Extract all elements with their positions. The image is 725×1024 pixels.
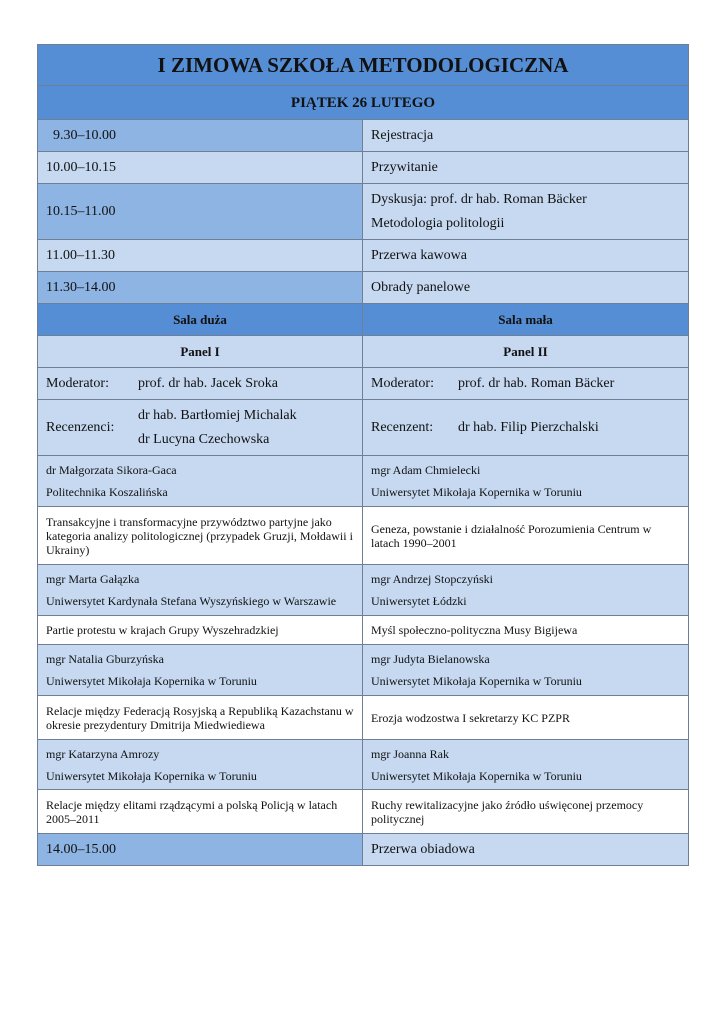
speaker-name: mgr Andrzej Stopczyński	[371, 572, 493, 586]
day-heading: PIĄTEK 26 LUTEGO	[38, 86, 689, 120]
room-right: Sala mała	[363, 304, 689, 336]
speaker-name: mgr Joanna Rak	[371, 746, 449, 761]
schedule-time: 11.30–14.00	[38, 272, 363, 304]
reviewer-name: dr hab. Filip Pierzchalski	[458, 419, 599, 435]
speaker-right	[363, 645, 689, 696]
panel-right: Panel II	[363, 336, 689, 368]
reviewers-label: Recenzenci:	[46, 419, 115, 435]
schedule-event: Przerwa kawowa	[363, 240, 689, 272]
speaker-affiliation: Uniwersytet Mikołaja Kopernika w Toruniu	[371, 674, 582, 688]
moderator-name: prof. dr hab. Roman Bäcker	[458, 375, 615, 391]
speaker-affiliation: Uniwersytet Kardynała Stefana Wyszyńskiego w Warszawie	[46, 594, 337, 608]
speaker-left	[38, 740, 363, 790]
talk-topic-left: Relacje między elitami rządzącymi a polską Policją w latach 2005–2011	[38, 790, 363, 834]
discussion-topic: Metodologia politologii	[371, 215, 505, 231]
speaker-name: mgr Katarzyna Amrozy	[46, 746, 160, 761]
speaker-left	[38, 645, 363, 696]
speaker-left	[38, 456, 363, 507]
talk-topic-left: Relacje między Federacją Rosyjską a Republiką Kazachstanu w okresie prezydentury Dmitrija Miedwiediewa	[38, 696, 363, 740]
schedule-row	[38, 240, 689, 272]
speaker-right	[363, 740, 689, 790]
speaker-name: mgr Natalia Gburzyńska	[46, 652, 164, 666]
speaker-name: mgr Judyta Bielanowska	[371, 652, 490, 666]
discussion-line: Dyskusja: prof. dr hab. Roman Bäcker	[371, 191, 587, 207]
speaker-name: dr Małgorzata Sikora-Gaca	[46, 463, 177, 477]
schedule-row	[38, 834, 689, 866]
schedule-event: Rejestracja	[363, 120, 689, 152]
schedule-time: 11.00–11.30	[38, 240, 363, 272]
reviewer-name: dr Lucyna Czechowska	[138, 431, 270, 447]
schedule-time: 10.00–10.15	[38, 152, 363, 184]
moderator-left	[38, 368, 363, 400]
schedule-time: 9.30–10.00	[38, 120, 363, 152]
speaker-affiliation: Uniwersytet Mikołaja Kopernika w Toruniu	[46, 768, 257, 783]
reviewer-label: Recenzent:	[371, 419, 434, 435]
schedule-event	[363, 184, 689, 240]
schedule-row	[38, 184, 689, 240]
schedule-time: 10.15–11.00	[38, 184, 363, 240]
schedule-row	[38, 120, 689, 152]
moderator-right	[363, 368, 689, 400]
moderator-label: Moderator:	[371, 375, 434, 391]
speaker-affiliation: Uniwersytet Łódzki	[371, 594, 467, 608]
schedule-event: Obrady panelowe	[363, 272, 689, 304]
schedule-row	[38, 152, 689, 184]
talk-topic-left: Transakcyjne i transformacyjne przywództwo partyjne jako kategoria analizy politologicznej (przypadek Gruzji, Mołdawii i Ukrainy)	[38, 507, 363, 565]
moderator-name: prof. dr hab. Jacek Sroka	[138, 375, 278, 391]
reviewers-left	[38, 400, 363, 456]
speaker-affiliation: Uniwersytet Mikołaja Kopernika w Toruniu	[371, 768, 582, 783]
schedule-event: Przywitanie	[363, 152, 689, 184]
reviewer-name: dr hab. Bartłomiej Michalak	[138, 407, 297, 423]
talk-topic-left: Partie protestu w krajach Grupy Wyszehradzkiej	[38, 616, 363, 645]
speaker-affiliation: Uniwersytet Mikołaja Kopernika w Toruniu	[46, 674, 257, 688]
schedule-table	[37, 44, 689, 866]
talk-topic-right: Myśl społeczno-polityczna Musy Bigijewa	[363, 616, 689, 645]
talk-topic-right: Erozja wodzostwa I sekretarzy KC PZPR	[363, 696, 689, 740]
moderator-label: Moderator:	[46, 375, 109, 391]
speaker-name: mgr Adam Chmielecki	[371, 463, 481, 477]
speaker-right	[363, 456, 689, 507]
speaker-right	[363, 565, 689, 616]
panel-left: Panel I	[38, 336, 363, 368]
speaker-affiliation: Uniwersytet Mikołaja Kopernika w Toruniu	[371, 485, 582, 499]
talk-topic-right: Ruchy rewitalizacyjne jako źródło uświęconej przemocy politycznej	[363, 790, 689, 834]
schedule-row	[38, 272, 689, 304]
schedule-event: Przerwa obiadowa	[363, 834, 689, 866]
room-left: Sala duża	[38, 304, 363, 336]
speaker-name: mgr Marta Gałązka	[46, 572, 140, 586]
reviewers-right	[363, 400, 689, 456]
talk-topic-right: Geneza, powstanie i działalność Porozumienia Centrum w latach 1990–2001	[363, 507, 689, 565]
schedule-time: 14.00–15.00	[38, 834, 363, 866]
event-title: I ZIMOWA SZKOŁA METODOLOGICZNA	[38, 45, 689, 86]
speaker-left	[38, 565, 363, 616]
speaker-affiliation: Politechnika Koszalińska	[46, 485, 168, 499]
